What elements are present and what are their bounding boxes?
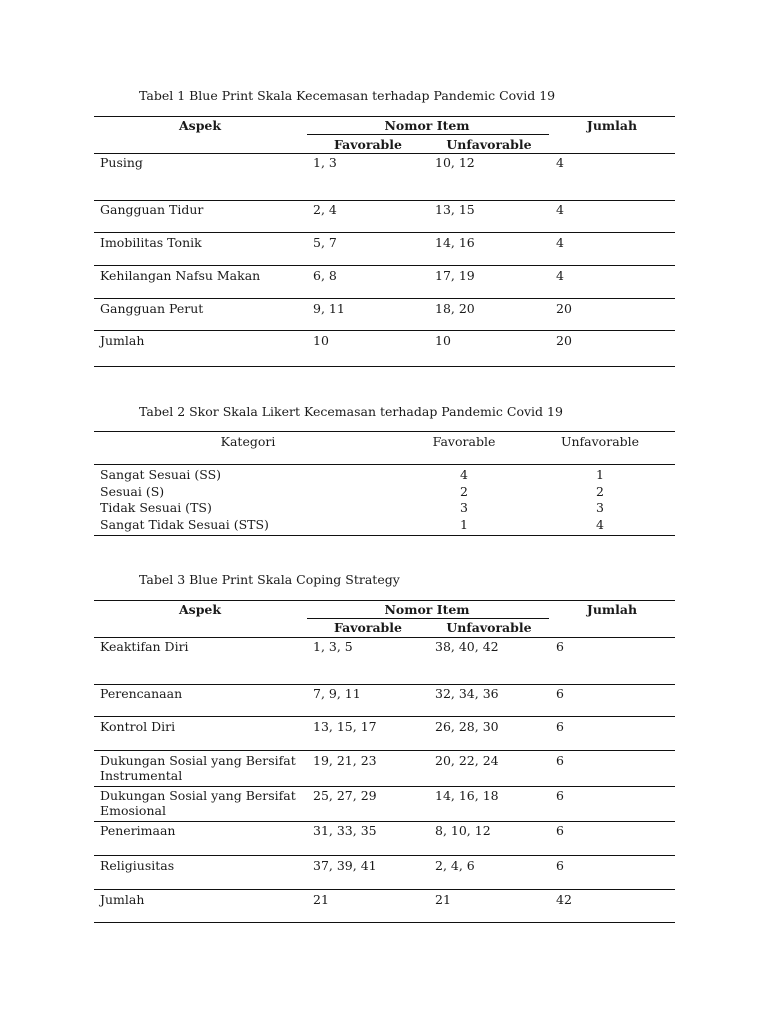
table1-total-jumlah: 20: [556, 333, 572, 348]
table3-row2-unfav: 32, 34, 36: [435, 686, 499, 701]
table2-caption: Tabel 2 Skor Skala Likert Kecemasan terhadap Pandemic Covid 19: [139, 404, 563, 419]
table1-row5-jumlah: 20: [556, 301, 572, 316]
table1-row-rule: [94, 232, 675, 233]
table3-row6-jumlah: 6: [556, 823, 564, 838]
table1-row2-aspek: Gangguan Tidur: [100, 202, 204, 217]
table3-row3-unfav: 26, 28, 30: [435, 719, 499, 734]
table2-top-rule: [94, 431, 675, 432]
table1-caption: Tabel 1 Blue Print Skala Kecemasan terhadap Pandemic Covid 19: [139, 88, 556, 103]
table3-header-rule: [94, 637, 675, 638]
table1-header-nomor-item: Nomor Item: [384, 118, 470, 133]
table3-header-jumlah: Jumlah: [586, 602, 638, 617]
table3-row2-fav: 7, 9, 11: [313, 686, 361, 701]
table3-row5-fav: 25, 27, 29: [313, 788, 377, 803]
table1-row3-unfav: 14, 16: [435, 235, 475, 250]
table3-row4-aspek: Dukungan Sosial yang Bersifat Instrumental: [100, 753, 296, 783]
table1-row4-unfav: 17, 19: [435, 268, 475, 283]
table3-row4-unfav: 20, 22, 24: [435, 753, 499, 768]
table3-row1-jumlah: 6: [556, 639, 564, 654]
table1-total-fav: 10: [313, 333, 329, 348]
table1-row1-jumlah: 4: [556, 155, 564, 170]
table1-total-unfav: 10: [435, 333, 451, 348]
table1-header-aspek: Aspek: [178, 118, 222, 133]
table3-row-rule: [94, 855, 675, 856]
table2-header-rule: [94, 464, 675, 465]
table3-row-rule: [94, 684, 675, 685]
table1-row-rule: [94, 298, 675, 299]
table2-row2-unfav: 2: [596, 484, 604, 499]
table2-row2-kategori: Sesuai (S): [100, 484, 165, 499]
table1-row2-jumlah: 4: [556, 202, 564, 217]
table3-row-rule: [94, 716, 675, 717]
table3-header-aspek: Aspek: [178, 602, 222, 617]
table3-row-rule: [94, 821, 675, 822]
table2-row3-unfav: 3: [596, 500, 604, 515]
table3-row1-unfav: 38, 40, 42: [435, 639, 499, 654]
table3-row3-jumlah: 6: [556, 719, 564, 734]
table1-row-rule: [94, 200, 675, 201]
table1-bottom-rule: [94, 366, 675, 367]
table1-row1-aspek: Pusing: [100, 155, 143, 170]
table3-row1-fav: 1, 3, 5: [313, 639, 353, 654]
table3-top-rule: [94, 600, 675, 601]
table1-header-rule: [94, 153, 675, 154]
table3-row7-aspek: Religiusitas: [100, 858, 175, 873]
table3-row1-aspek: Keaktifan Diri: [100, 639, 189, 654]
table3-row2-jumlah: 6: [556, 686, 564, 701]
table3-row2-aspek: Perencanaan: [100, 686, 183, 701]
table2-row4-unfav: 4: [596, 517, 604, 532]
table3-row3-fav: 13, 15, 17: [313, 719, 377, 734]
table3-row7-fav: 37, 39, 41: [313, 858, 377, 873]
table2-row1-unfav: 1: [596, 467, 604, 482]
table3-bottom-rule: [94, 922, 675, 923]
table3-total-aspek: Jumlah: [100, 892, 145, 907]
table1-row4-fav: 6, 8: [313, 268, 337, 283]
table2-row1-kategori: Sangat Sesuai (SS): [100, 467, 222, 482]
table1-row5-aspek: Gangguan Perut: [100, 301, 204, 316]
table3-header-unfavorable: Unfavorable: [446, 620, 532, 635]
table3-total-jumlah: 42: [556, 892, 572, 907]
table3-row4-fav: 19, 21, 23: [313, 753, 377, 768]
table1-row1-unfav: 10, 12: [435, 155, 475, 170]
table1-row3-aspek: Imobilitas Tonik: [100, 235, 202, 250]
table3-caption: Tabel 3 Blue Print Skala Coping Strategy: [139, 572, 400, 587]
table3-row-rule: [94, 786, 675, 787]
table3-row-rule: [94, 889, 675, 890]
table1-row5-fav: 9, 11: [313, 301, 345, 316]
table1-row4-jumlah: 4: [556, 268, 564, 283]
table1-header-jumlah: Jumlah: [586, 118, 638, 133]
table1-row2-fav: 2, 4: [313, 202, 337, 217]
table3-row6-fav: 31, 33, 35: [313, 823, 377, 838]
table3-row4-jumlah: 6: [556, 753, 564, 768]
table3-header-favorable: Favorable: [333, 620, 403, 635]
table1-row-rule: [94, 265, 675, 266]
table2-row1-fav: 4: [460, 467, 468, 482]
table1-header-unfavorable: Unfavorable: [446, 137, 532, 152]
table3-row5-unfav: 14, 16, 18: [435, 788, 499, 803]
table3-row7-unfav: 2, 4, 6: [435, 858, 475, 873]
table2-header-unfavorable: Unfavorable: [560, 434, 640, 449]
table3-header-nomor-item: Nomor Item: [384, 602, 470, 617]
table3-row6-aspek: Penerimaan: [100, 823, 176, 838]
table2-header-kategori: Kategori: [220, 434, 276, 449]
table1-row-rule: [94, 330, 675, 331]
table3-row5-aspek: Dukungan Sosial yang Bersifat Emosional: [100, 788, 296, 818]
table2-bottom-rule: [94, 535, 675, 536]
table1-row1-fav: 1, 3: [313, 155, 337, 170]
table1-subheader-rule: [307, 134, 549, 135]
table1-header-favorable: Favorable: [333, 137, 403, 152]
table1-top-rule: [94, 116, 675, 117]
table3-row-rule: [94, 750, 675, 751]
table2-row3-kategori: Tidak Sesuai (TS): [100, 500, 212, 515]
table1-row3-jumlah: 4: [556, 235, 564, 250]
table2-row2-fav: 2: [460, 484, 468, 499]
table1-row4-aspek: Kehilangan Nafsu Makan: [100, 268, 261, 283]
table2-row3-fav: 3: [460, 500, 468, 515]
table1-total-aspek: Jumlah: [100, 333, 145, 348]
table3-total-fav: 21: [313, 892, 329, 907]
table3-row3-aspek: Kontrol Diri: [100, 719, 176, 734]
table1-row3-fav: 5, 7: [313, 235, 337, 250]
table3-row7-jumlah: 6: [556, 858, 564, 873]
table2-row4-kategori: Sangat Tidak Sesuai (STS): [100, 517, 269, 532]
table1-row2-unfav: 13, 15: [435, 202, 475, 217]
table3-row6-unfav: 8, 10, 12: [435, 823, 491, 838]
table3-subheader-rule: [307, 618, 549, 619]
table2-row4-fav: 1: [460, 517, 468, 532]
table1-row5-unfav: 18, 20: [435, 301, 475, 316]
table3-row5-jumlah: 6: [556, 788, 564, 803]
table3-total-unfav: 21: [435, 892, 451, 907]
table2-header-favorable: Favorable: [432, 434, 496, 449]
